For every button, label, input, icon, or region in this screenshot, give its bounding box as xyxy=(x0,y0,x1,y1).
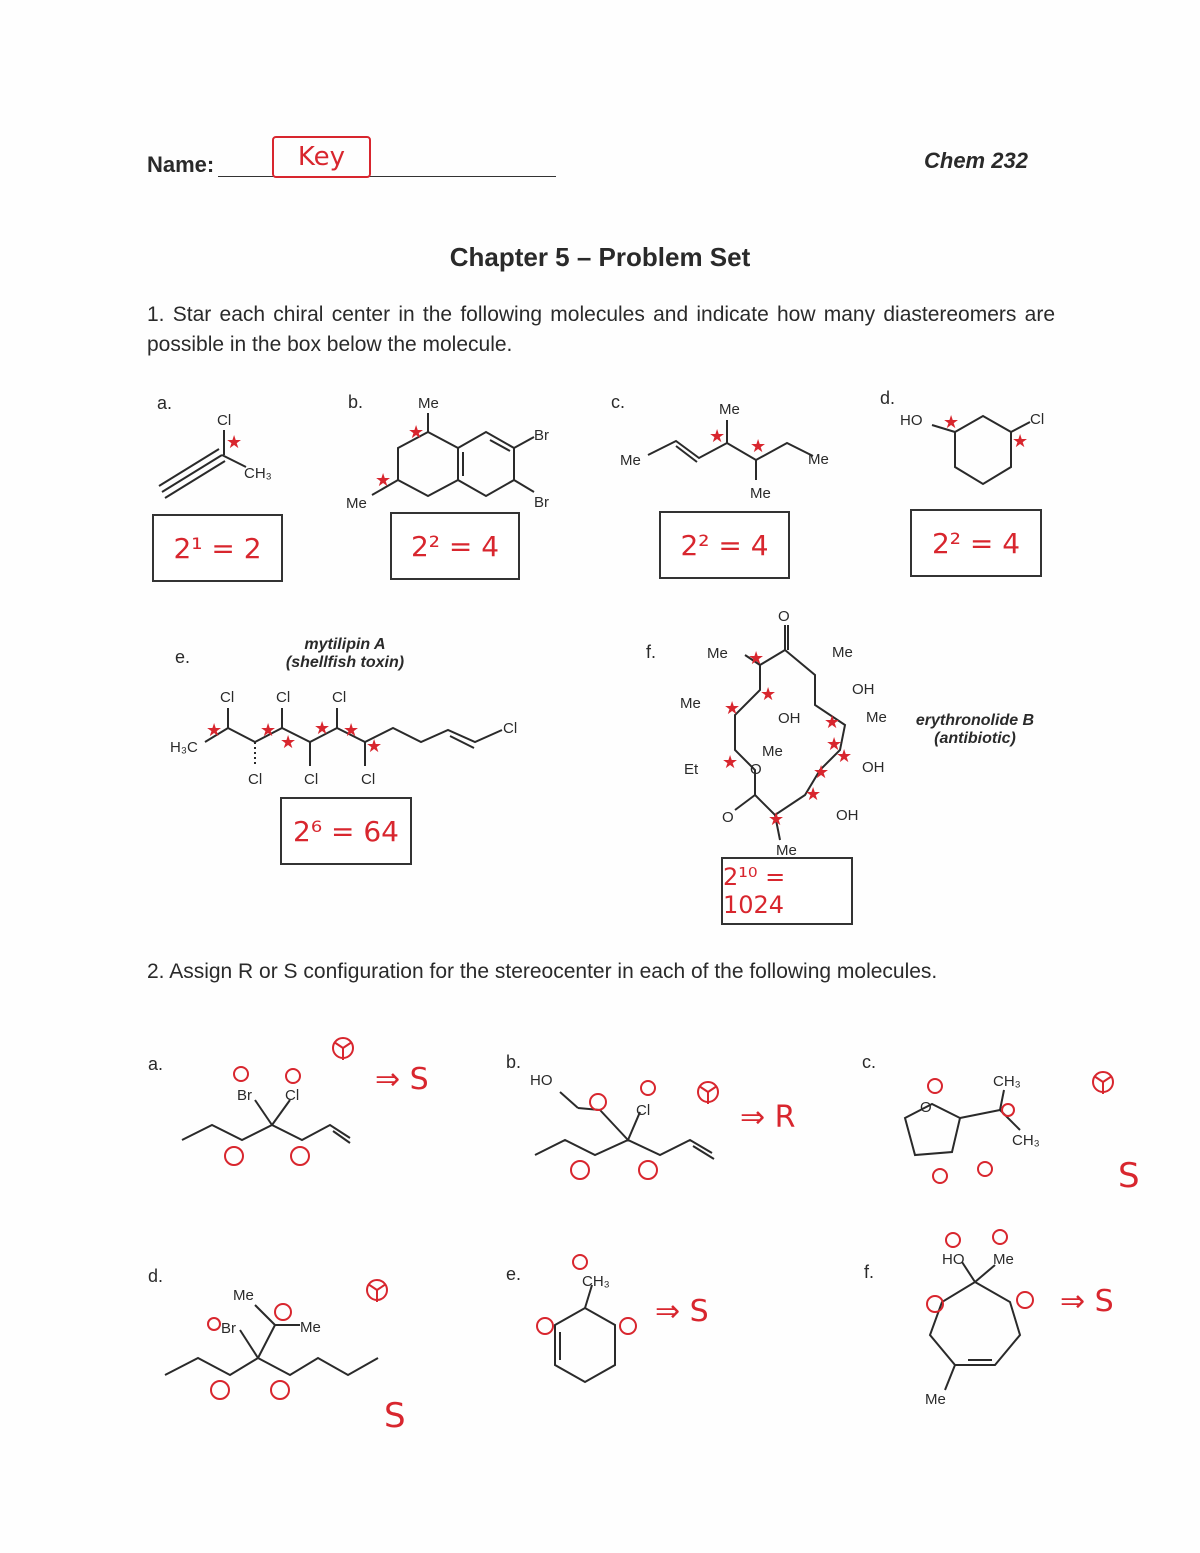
q2-label-b: b. xyxy=(506,1052,522,1072)
question-2-prompt: 2. Assign R or S configuration for the stereocenter in each of the following molecules. xyxy=(147,960,938,983)
svg-text:Cl: Cl xyxy=(276,689,291,706)
svg-text:★: ★ xyxy=(836,746,853,766)
q1-label-a: a. xyxy=(157,393,173,413)
answer-box-1c: 2² = 4 xyxy=(659,511,790,579)
svg-text:★: ★ xyxy=(314,718,331,738)
q2-label-e: e. xyxy=(506,1264,522,1284)
svg-text:CH₃: CH₃ xyxy=(582,1273,610,1290)
answer-2b: ⇒ R xyxy=(740,1100,796,1135)
page-title: Chapter 5 – Problem Set xyxy=(449,242,751,272)
svg-text:Me: Me xyxy=(620,452,641,469)
svg-text:★: ★ xyxy=(1012,431,1029,451)
svg-text:Me: Me xyxy=(680,695,701,712)
q2-label-f: f. xyxy=(864,1262,875,1282)
svg-text:Me: Me xyxy=(233,1287,254,1304)
svg-text:H₃C: H₃C xyxy=(170,739,198,756)
svg-text:Me: Me xyxy=(925,1391,946,1408)
svg-text:★: ★ xyxy=(722,752,739,772)
svg-text:Cl: Cl xyxy=(332,689,347,706)
svg-text:HO: HO xyxy=(942,1251,965,1268)
molecule-2e xyxy=(555,1285,615,1382)
caption-erythronolide-note: (antibiotic) xyxy=(934,730,1016,747)
svg-text:Cl: Cl xyxy=(636,1102,651,1119)
svg-text:★: ★ xyxy=(813,762,830,782)
svg-text:Me: Me xyxy=(776,842,797,859)
svg-text:★: ★ xyxy=(408,422,425,442)
svg-text:Me: Me xyxy=(418,395,439,412)
svg-text:OH: OH xyxy=(862,759,885,776)
svg-text:★: ★ xyxy=(724,698,741,718)
molecule-1b xyxy=(372,413,534,496)
svg-text:Cl: Cl xyxy=(503,720,518,737)
svg-text:Me: Me xyxy=(300,1319,321,1336)
svg-text:Et: Et xyxy=(684,761,699,778)
svg-text:Me: Me xyxy=(346,495,367,512)
svg-text:★: ★ xyxy=(824,712,841,732)
svg-text:Me: Me xyxy=(993,1251,1014,1268)
svg-text:CH₃: CH₃ xyxy=(993,1073,1021,1090)
answer-2e: ⇒ S xyxy=(655,1294,709,1329)
svg-text:O: O xyxy=(920,1099,932,1116)
svg-text:Me: Me xyxy=(832,644,853,661)
svg-text:O: O xyxy=(750,761,762,778)
q1-label-e: e. xyxy=(175,647,191,667)
svg-text:Me: Me xyxy=(750,485,771,502)
svg-text:Cl: Cl xyxy=(361,771,376,788)
svg-text:OH: OH xyxy=(836,807,859,824)
molecule-2f xyxy=(930,1262,1020,1390)
svg-text:★: ★ xyxy=(226,432,243,452)
red-annotations xyxy=(206,412,1028,829)
svg-text:Me: Me xyxy=(808,451,829,468)
q2-label-d: d. xyxy=(148,1266,164,1286)
svg-text:★: ★ xyxy=(343,720,360,740)
key-annotation: Key xyxy=(272,136,371,178)
svg-text:Cl: Cl xyxy=(1030,411,1045,428)
svg-text:Br: Br xyxy=(534,494,549,511)
svg-text:Cl: Cl xyxy=(248,771,263,788)
svg-text:Br: Br xyxy=(237,1087,252,1104)
svg-text:★: ★ xyxy=(375,470,392,490)
q1-label-c: c. xyxy=(611,392,626,412)
answer-2c: S xyxy=(1118,1156,1140,1196)
svg-text:★: ★ xyxy=(943,412,960,432)
svg-text:Me: Me xyxy=(762,743,783,760)
answer-2a: ⇒ S xyxy=(375,1062,429,1097)
answer-2f: ⇒ S xyxy=(1060,1284,1114,1319)
svg-text:Cl: Cl xyxy=(285,1087,300,1104)
answer-2d: S xyxy=(384,1396,406,1436)
svg-text:HO: HO xyxy=(900,412,923,429)
answer-box-1f: 2¹⁰ = 1024 xyxy=(721,857,853,925)
svg-text:OH: OH xyxy=(778,710,801,727)
caption-erythronolide-name: erythronolide B xyxy=(915,712,1035,729)
svg-text:Me: Me xyxy=(707,645,728,662)
svg-text:Cl: Cl xyxy=(220,689,235,706)
q1-label-f: f. xyxy=(646,642,657,662)
svg-text:Cl: Cl xyxy=(217,412,232,429)
svg-text:★: ★ xyxy=(826,734,843,754)
red-newman-sketches xyxy=(208,1038,1113,1399)
molecule-2a xyxy=(182,1100,350,1143)
svg-text:★: ★ xyxy=(748,648,765,668)
svg-text:★: ★ xyxy=(260,720,277,740)
question-1-prompt: 1. Star each chiral center in the following molecules and indicate how many diastereomers are possible in the box below the molecule. xyxy=(147,303,1055,356)
svg-text:★: ★ xyxy=(280,732,297,752)
answer-box-1e: 2⁶ = 64 xyxy=(280,797,412,865)
q1-label-b: b. xyxy=(348,392,364,412)
svg-text:★: ★ xyxy=(750,436,767,456)
svg-text:Me: Me xyxy=(866,709,887,726)
svg-text:★: ★ xyxy=(709,426,726,446)
caption-mytilipin-note: (shellfish toxin) xyxy=(285,654,405,671)
svg-text:O: O xyxy=(722,809,734,826)
svg-text:Me: Me xyxy=(719,401,740,418)
svg-text:CH₃: CH₃ xyxy=(1012,1132,1040,1149)
svg-text:Cl: Cl xyxy=(304,771,319,788)
svg-text:★: ★ xyxy=(366,736,383,756)
svg-text:Br: Br xyxy=(534,427,549,444)
svg-text:Br: Br xyxy=(221,1320,236,1337)
molecule-1c xyxy=(648,420,813,480)
answer-box-1b: 2² = 4 xyxy=(390,512,520,580)
molecule-2b xyxy=(535,1092,714,1159)
q2-label-a: a. xyxy=(148,1054,164,1074)
answer-box-1a: 2¹ = 2 xyxy=(152,514,283,582)
svg-text:★: ★ xyxy=(206,720,223,740)
molecule-2d xyxy=(165,1305,378,1375)
svg-text:★: ★ xyxy=(805,784,822,804)
svg-text:HO: HO xyxy=(530,1072,553,1089)
caption-mytilipin-name: mytilipin A xyxy=(304,636,386,653)
svg-text:OH: OH xyxy=(852,681,875,698)
course-label: Chem 232 xyxy=(924,148,1028,173)
q2-label-c: c. xyxy=(862,1052,877,1072)
name-label: Name: xyxy=(147,152,215,177)
answer-box-1d: 2² = 4 xyxy=(910,509,1042,577)
svg-text:CH₃: CH₃ xyxy=(244,465,272,482)
svg-text:★: ★ xyxy=(760,684,777,704)
svg-text:★: ★ xyxy=(768,809,785,829)
q1-label-d: d. xyxy=(880,388,896,408)
svg-text:O: O xyxy=(778,608,790,625)
